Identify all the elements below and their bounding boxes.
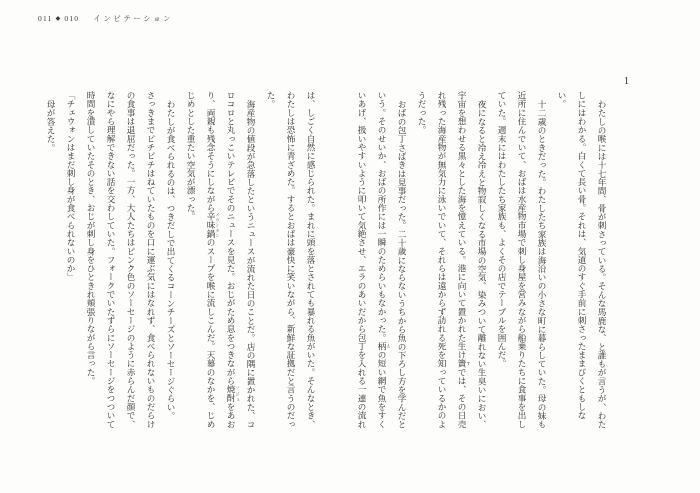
ruby-annotated-word: 焼酎 ソジュ [226, 385, 241, 403]
running-header [38, 13, 173, 24]
text-line: うだった。 [417, 91, 427, 135]
page-left-text [41, 91, 321, 439]
ruby-annotated-word: 柄 え [377, 341, 392, 351]
text-line: り、両親も残念そうにしながら辛味鍋 メウンタンのスープを喉に流しこんだ。天幕のなかを、じめ [206, 91, 221, 429]
text-line: 近所に住んでいて、おばは水産物市場で刺し身屋を営みながら船乗りたちに食事を出し [517, 91, 527, 429]
text-line: 時間を潰していたそのとき、おじが刺し身をひときれ頬張りながら言った。 [86, 91, 96, 386]
diamond-icon: ◆ [55, 16, 62, 22]
text-line: 「チェウォンはまだ刺し身が食べられないのか」 [66, 91, 76, 282]
text-line: 宇宙を想わせる黒々とした海を憶えている。港に向いて置かれた生け簀 すでは、その日売 [457, 91, 472, 429]
text-line: いあげ、扱いやすいように叩いて気絶させ、エラのあいだから包丁を入れる一連の流れ [357, 91, 367, 429]
text-line: わたしが食べられるのは、つきだしで出てくるコーンチーズとソーセージぐらい。 [166, 99, 176, 420]
section-number: 1 [624, 76, 629, 87]
text-line: ロコロと丸っこいテレビでそのニュースを見た。おじがため息をつきながら焼酎 ソジュをあお [226, 91, 241, 429]
text-line: しにはわかる。白くて長い骨。それは、気道のすぐ手前に刺さったままびくともしない。 [557, 91, 587, 420]
text-line: じめとした重たい空気が漂った。 [186, 91, 196, 221]
text-line: た。 [266, 91, 276, 109]
text-line: さっきまでピチピチはねていたものを口に運ぶ気にはなれず、食べられないものだらけ [146, 91, 156, 429]
text-line: ていた。週末にはわたしたち家族も、よくその店でテーブルを囲んだ。 [497, 91, 507, 368]
text-line: おばの包丁さばきは見事だった。二十歳にならないうちから魚の下ろし方を学んだと [397, 99, 407, 429]
text-line: は、しごく自然に感じられた。まれに頭を落とされても暴れる魚がいた。そんなとき、 [306, 91, 316, 429]
text-line: れ残った海産物が無気力に泳いでいて、それらは遠からず訪れる死を知っているかのよ [437, 91, 447, 429]
text-line: わたしの喉には十七年間、骨が刺さっている。そんな馬鹿な、と誰もが言うが、わた [597, 99, 607, 429]
verso-folio: 011 [38, 14, 53, 23]
text-line: なにやら理解できない話を交わしていた。フォークでいたずらにソーセージをつついて [106, 91, 116, 429]
ruby-annotated-word: 簀 す [457, 359, 472, 368]
ruby-annotated-word: 辛味鍋 メウンタン [206, 212, 221, 239]
text-line: の食事は退屈だった。一方、大人たちはピンク色のソーセージのように赤らんだ顔で、 [126, 91, 136, 429]
chapter-title: インビテーション [93, 14, 173, 23]
text-line: 十二歳のときだった。わたしたち家族は海沿いの小さな町に暮らしていた。母の妹も [537, 99, 547, 429]
page-right-text [352, 91, 612, 439]
recto-folio: 010 [64, 14, 80, 23]
text-line: わたしは恐怖に青ざめた。するとおばは豪快に笑いながら、新鮮な証拠だと言うのだっ [286, 91, 296, 429]
text-line: 夜になると冷え冷えと物寂しくなる市場の空気、染みついて離れない生臭いにおい、 [477, 99, 487, 429]
text-line: 母が答えた。 [46, 99, 56, 152]
text-line: いう。そのせいか、おばの所作には一瞬のためらいもなかった。柄 えの短い網で魚をすく [377, 91, 392, 429]
text-line: 海産物の値段が急落したというニュースが流れた日のことだ。店の隅に置かれた、コ [246, 99, 256, 429]
